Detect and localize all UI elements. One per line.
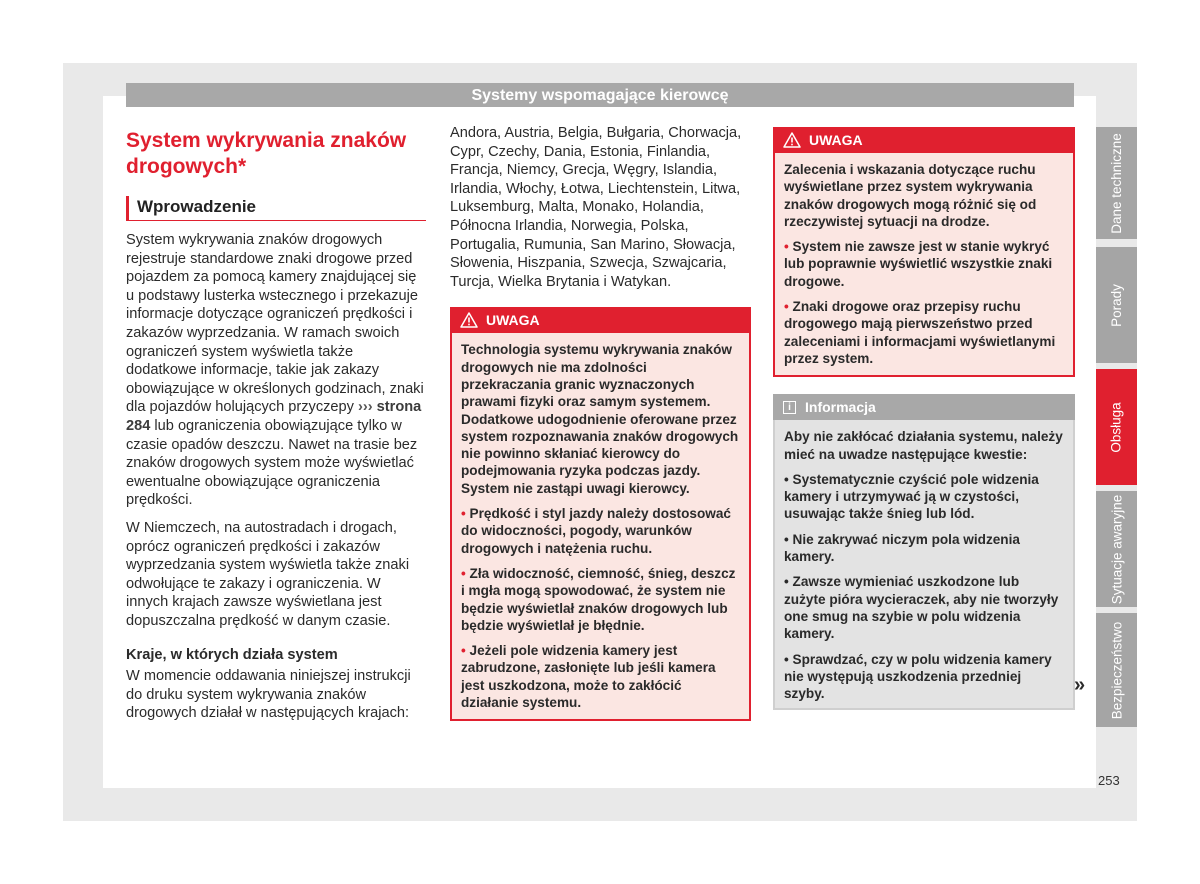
bullet-text: Prędkość i styl jazdy należy dostosować do widoczności, pogody, warunków drogowych i natężenia ruchu. (461, 506, 731, 556)
subheading-countries: Kraje, w których działa system (126, 647, 338, 664)
tab-label: Porady (1109, 283, 1124, 327)
info-intro: Aby nie zakłócać działania systemu, należy mieć na uwadze następujące kwestie: (784, 429, 1063, 462)
warning-bullet (461, 642, 740, 711)
section-title: System wykrywania znaków drogowych* (126, 129, 407, 178)
tab-obsluga[interactable] (1096, 369, 1137, 485)
info-bullet: • Nie zakrywać niczym pola widzenia kamery. (784, 531, 1020, 565)
warning-box-header (773, 127, 1075, 153)
warning-box-header (450, 307, 751, 333)
warning-box-body (452, 333, 749, 719)
warning-intro: Technologia systemu wykrywania znaków drogowych nie ma zdolności przekraczania granic wyznaczonych prawami fizyki oraz samym systemem. Dodatkowe udogodnienie oferowane przez system rozpoznawania znaków drogowych nie powinno skłaniać kierowcy do podejmowania ryzyka podczas jazdy. System nie zastąpi uwagi kierowcy. (461, 342, 739, 496)
bullet-text: Zła widoczność, ciemność, śnieg, deszcz i mgła mogą spowodować, że system nie będzie wyświetlał znaków drogowych lub będzie wyświetlał je błędnie. (461, 565, 736, 633)
bullet-text: System nie zawsze jest w stanie wykryć lub poprawnie wyświetlić wszystkie znaki drogowe. (784, 239, 1053, 289)
xref-arrows-icon: ››› (358, 399, 373, 416)
tab-label: Sytuacje awaryjne (1109, 494, 1124, 604)
warning-bullet (784, 298, 1064, 367)
info-bullet: • Sprawdzać, czy w polu widzenia kamery nie występują uszkodzenia przedniej szyby. (784, 651, 1052, 702)
info-label: Informacja (805, 399, 876, 416)
warning-intro: Zalecenia i wskazania dotyczące ruchu wyświetlane przez system wykrywania znaków drogowych mogą różnić się od rzeczywistej sytuacji na drodze. (784, 162, 1037, 229)
info-bullet: • Zawsze wymieniać uszkodzone lub zużyte pióra wycieraczek, aby nie tworzyły one smug na szybie w polu widzenia kamery. (784, 574, 1059, 642)
intro-text-part2: lub ograniczenia obowiązujące tylko w czasie opadów deszczu. Nawet na trasie bez znaków drogowych system może wyświetlać ewentualne obowiązujące ograniczenia prędkości. (126, 417, 418, 509)
bullet-icon: • (461, 565, 466, 581)
bullet-text: Znaki drogowe oraz przepisy ruchu drogowego mają pierwszeństwo przed zaleceniami i informacjami wyświetlanymi przez system. (784, 299, 1056, 366)
page-number: 253 (1098, 773, 1120, 788)
germany-paragraph: W Niemczech, na autostradach i drogach, oprócz ograniczeń prędkości i zakazów wyprzedzania system wyświetla także znaki odwołujące te zakazy i ograniczenia. W innych krajach zawsze wyświetlana jest dopuszczalna prędkość w danym czasie. (126, 519, 410, 629)
intro-paragraph (126, 231, 426, 510)
bullet-icon: • (461, 643, 466, 659)
column-left (126, 124, 426, 732)
bullet-icon: • (784, 239, 789, 255)
warning-bullet (461, 505, 740, 557)
tab-label: Obsługa (1109, 401, 1125, 453)
info-box (773, 394, 1075, 710)
continue-icon: » (1074, 674, 1086, 696)
tab-dane-techniczne[interactable] (1096, 127, 1137, 239)
warning-triangle-icon (783, 132, 801, 148)
warning-bullet (461, 565, 740, 634)
info-box-header (773, 394, 1075, 420)
warning-triangle-icon (460, 312, 478, 328)
warning-box-traffic (773, 127, 1075, 377)
intro-text-part1: System wykrywania znaków drogowych rejestruje standardowe znaki drogowe przed pojazdem za pomocą kamery znajdującej się u podstawy lusterka wstecznego i przekazuje informacje dotyczące ograniczeń prędkości i zakazów wyprzedzania. W ramach swoich ograniczeń system wyświetla także dodatkowe informacje, takie jak zakazy obowiązujące w określonych godzinach, znaki dla pojazdów holujących przyczepy (126, 232, 424, 416)
warning-label: UWAGA (809, 132, 863, 148)
tab-bezpieczenstwo[interactable] (1096, 613, 1137, 727)
tab-sytuacje-awaryjne[interactable] (1096, 491, 1137, 607)
countries-list: Andora, Austria, Belgia, Bułgaria, Chorwacja, Cypr, Czechy, Dania, Estonia, Finlandia, Francja, Niemcy, Grecja, Węgry, Islandia, Irlandia, Włochy, Łotwa, Liechtenstein, Litwa, Luksemburg, Malta, Monako, Holandia, Północna Irlandia, Norwegia, Polska, Portugalia, Rumunia, San Marino, Słowacja, Słowenia, Hiszpania, Szwecja, Szwajcaria, Turcja, Wielka Brytania i Watykan. (450, 125, 742, 290)
subheading-introduction: Wprowadzenie (126, 196, 426, 221)
warning-label: UWAGA (486, 312, 540, 329)
column-middle (450, 124, 751, 721)
bullet-text: Jeżeli pole widzenia kamery jest zabrudzone, zasłonięte lub jeśli kamera jest uszkodzona, może to zakłócić działanie systemu. (461, 643, 716, 710)
warning-box-body (775, 153, 1073, 375)
tab-label: Dane techniczne (1109, 132, 1125, 234)
xref-text: strona 284 (126, 399, 422, 434)
chapter-header: Systemy wspomagające kierowcę (126, 83, 1074, 107)
tab-label: Bezpieczeństwo (1109, 621, 1124, 719)
column-right (773, 124, 1075, 710)
info-box-body (775, 420, 1073, 708)
tab-porady[interactable] (1096, 247, 1137, 363)
warning-bullet (784, 238, 1064, 290)
info-icon: i (783, 401, 796, 414)
info-bullet: • Systematycznie czyścić pole widzenia kamery i utrzymywać ją w czystości, usuwając także śnieg lub lód. (784, 471, 1039, 522)
bullet-icon: • (784, 299, 789, 315)
bullet-icon: • (461, 506, 466, 522)
warning-box-technology (450, 307, 751, 721)
countries-intro-paragraph: W momencie oddawania niniejszej instrukcji do druku system wykrywania znaków drogowych działał w następujących krajach: (126, 668, 411, 722)
